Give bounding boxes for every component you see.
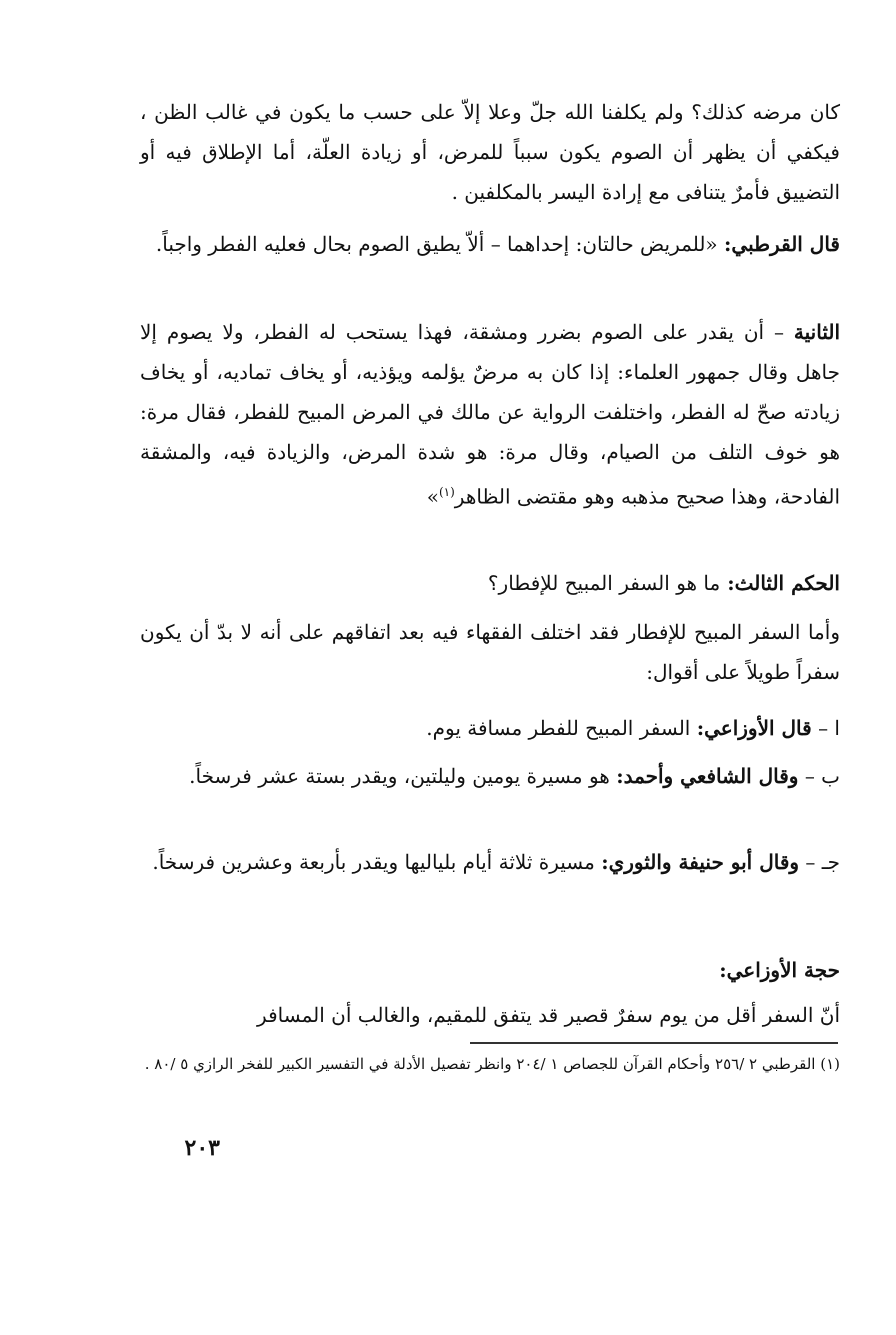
- paragraph-continued-discussion: [140, 92, 840, 212]
- item-a-label: قال الأوزاعي:: [696, 716, 812, 740]
- paragraph-qurtubi-quote: [140, 224, 864, 264]
- second-case-label: الثانية: [793, 320, 841, 344]
- third-ruling-label: الحكم الثالث:: [727, 571, 840, 595]
- paragraph-1-text: كان مرضه كذلك؟ ولم يكلفنا الله جلّ وعلا إلاّ على حسب ما يكون في غالب الظن ، فيكفي أن يظهر أن الصوم يكون سبباً للمرض، أو زيادة العلّة، أما الإطلاق فيه أو التضييق فأمرٌ يتنافى مع إرادة اليسر بالمكلفين .: [140, 100, 840, 204]
- paragraph-5-text: أنّ السفر أقل من يوم سفرٌ قصير قد يتفق للمقيم، والغالب أن المسافر: [257, 1003, 840, 1027]
- qurtubi-label: قال القرطبي:: [724, 232, 840, 256]
- third-ruling-heading: [140, 563, 864, 603]
- awzai-evidence-heading: [140, 950, 840, 990]
- item-c-prefix: جـ –: [805, 850, 840, 874]
- item-b-label: وقال الشافعي وأحمد:: [616, 764, 799, 788]
- section-heading-text: حجة الأوزاعي:: [719, 958, 840, 982]
- page-number-text: ٢٠٣: [184, 1135, 220, 1161]
- page-number: [140, 1135, 220, 1161]
- third-ruling-question: ما هو السفر المبيح للإفطار؟: [487, 571, 721, 595]
- footnote-text: (١) القرطبي ٢ /٢٥٦ وأحكام القرآن للجصاص ١ /٢٠٤ وانظر تفصيل الأدلة في التفسير الكبير للفخر الرازي ٥ /٨٠ .: [144, 1055, 840, 1073]
- paragraph-travel-opinions: [140, 612, 864, 692]
- item-a-prefix: ا –: [818, 716, 840, 740]
- footnote-divider: [470, 1042, 838, 1044]
- opinion-item-c: [140, 842, 864, 882]
- opinion-item-a: [140, 708, 864, 748]
- footnote-reference-marker: (١): [438, 485, 455, 499]
- paragraph-4-text: وأما السفر المبيح للإفطار فقد اختلف الفقهاء فيه بعد اتفاقهم على أنه لا بدّ أن يكون سفراً طويلاً على أقوال:: [140, 620, 840, 684]
- item-c-text: مسيرة ثلاثة أيام بلياليها ويقدر بأربعة وعشرين فرسخاً.: [152, 850, 595, 874]
- qurtubi-quote-text: «للمريض حالتان: إحداهما – ألاّ يطيق الصوم بحال فعليه الفطر واجباً.: [155, 232, 718, 256]
- paragraph-second-case: [140, 312, 864, 517]
- footnote: [140, 1050, 840, 1078]
- item-b-prefix: ب –: [804, 764, 840, 788]
- item-a-text: السفر المبيح للفطر مسافة يوم.: [426, 716, 691, 740]
- item-b-text: هو مسيرة يومين وليلتين، ويقدر بستة عشر فرسخاً.: [189, 764, 610, 788]
- second-case-text: – أن يقدر على الصوم بضرر ومشقة، فهذا يستحب له الفطر، ولا يصوم إلا جاهل وقال جمهور العلماء: إذا كان به مرضٌ يؤلمه ويؤذيه، أو يخاف تماديه، أو يخاف زيادته صحّ له الفطر، واختلفت الرواية عن مالك في المرض المبيح للفطر، فقال مرة: هو خوف التلف من الصيام، وقال مرة: هو شدة المرض، والزيادة فيه، والمشقة الفادحة، وهذا صحيح مذهبه وهو مقتضى الظاهر: [140, 320, 840, 509]
- opinion-item-b: [140, 756, 864, 796]
- paragraph-awzai-evidence: [140, 995, 840, 1035]
- closing-quote: »: [426, 484, 439, 509]
- item-c-label: وقال أبو حنيفة والثوري:: [601, 850, 800, 874]
